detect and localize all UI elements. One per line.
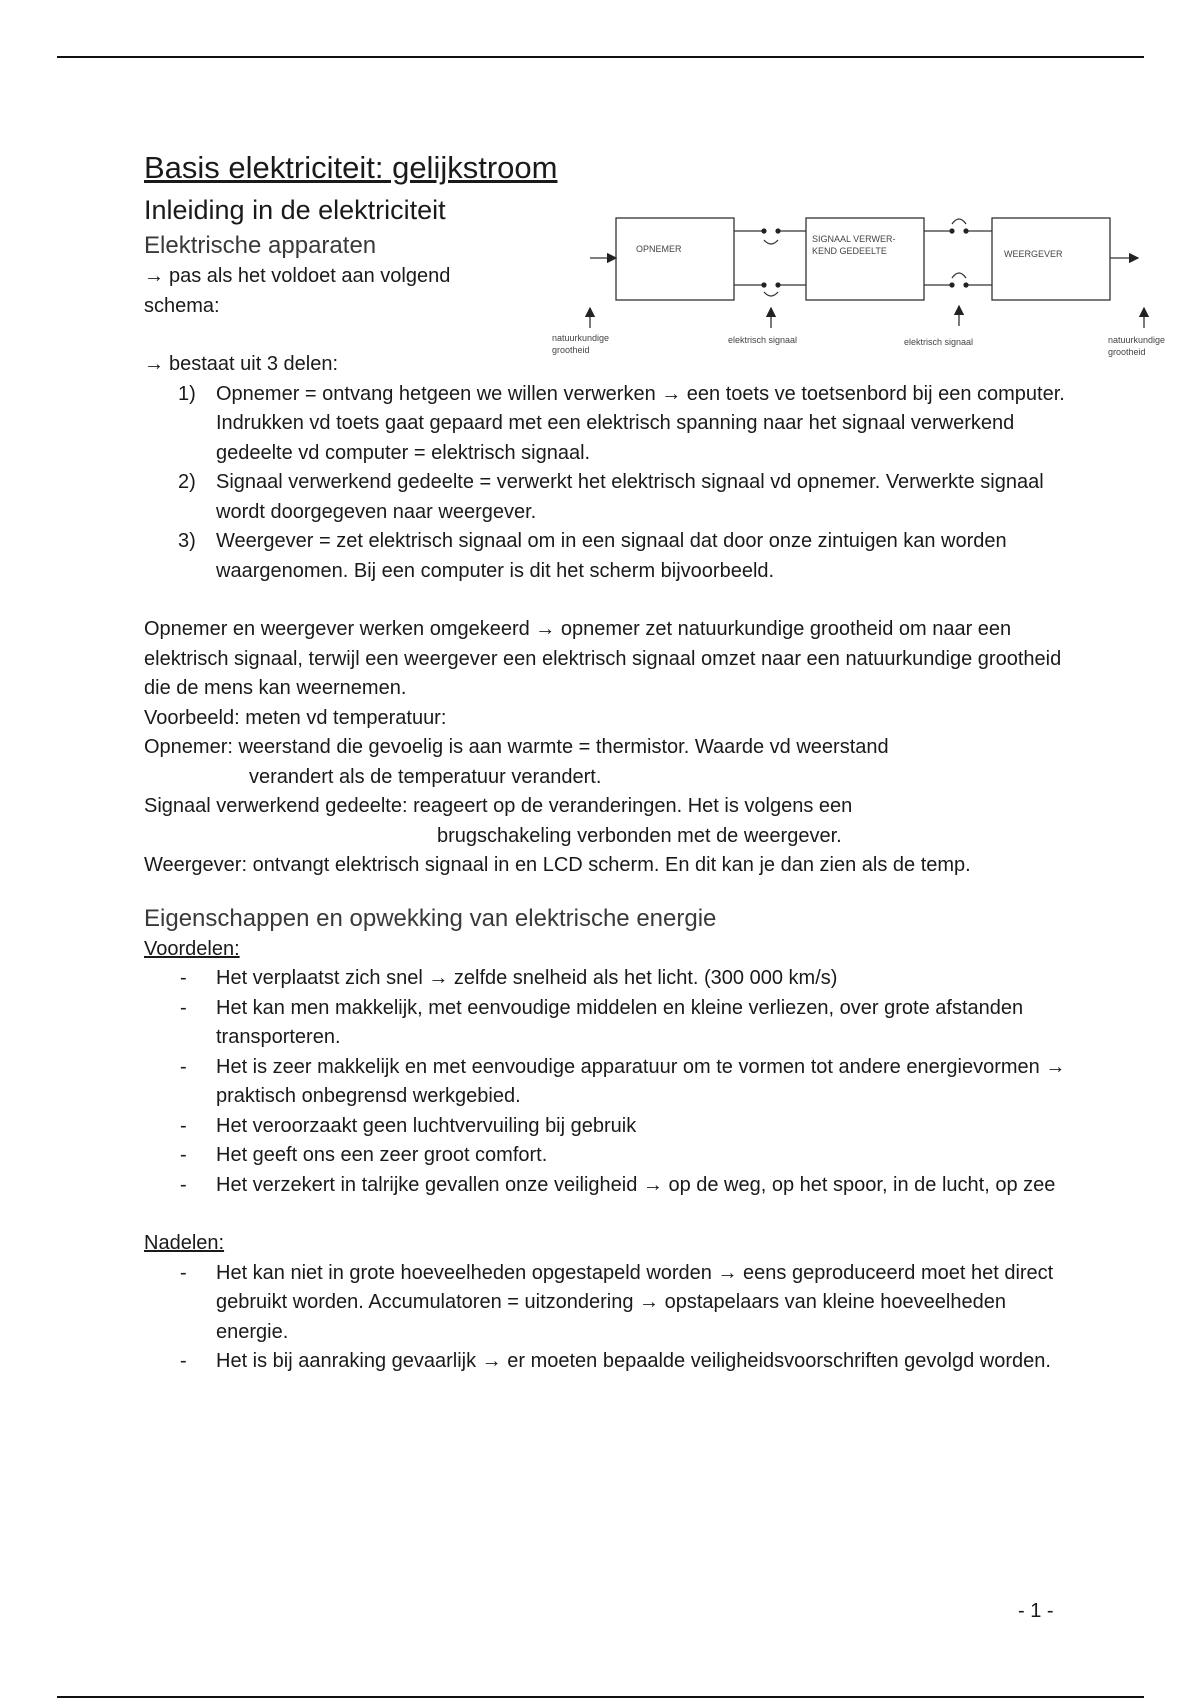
pros-list <box>144 964 1074 1200</box>
output-quantity-label-1: natuurkundige <box>1108 335 1166 345</box>
list-item <box>180 1347 1074 1377</box>
switch-icon <box>764 292 778 296</box>
signaal-label-2: KEND GEDEELTE <box>812 246 887 256</box>
section-heading: Inleiding in de elektriciteit <box>144 195 446 225</box>
list-number: 1) <box>178 382 196 405</box>
dash-bullet: - <box>180 1144 187 1166</box>
signal-label-1: elektrisch signaal <box>728 335 798 345</box>
input-quantity-label-2: grootheid <box>552 345 590 355</box>
dash-bullet: - <box>180 1350 187 1372</box>
example-opnemer: Opnemer: weerstand die gevoelig is aan warmte = thermistor. Waarde vd weerstand <box>144 736 889 758</box>
dash-bullet: - <box>180 1114 187 1137</box>
weergever-label: WEERGEVER <box>1004 249 1063 259</box>
subsection-heading-apparaten: Elektrische apparaten <box>144 232 377 259</box>
list-item-text: Signaal verwerkend gedeelte = verwerkt het elektrisch signaal vd opnemer. Verwerkte signaal wordt doorgegeven naar weergever. <box>216 471 1044 523</box>
list-item <box>180 1259 1074 1348</box>
output-quantity-label-2: grootheid <box>1108 347 1146 357</box>
dash-bullet: - <box>180 996 187 1019</box>
arrow-icon: → <box>144 265 164 287</box>
input-quantity-label-1: natuurkundige <box>552 333 610 343</box>
list-item <box>180 1141 1074 1171</box>
list-item-text: Het kan men makkelijk, met eenvoudige middelen en kleine verliezen, over grote afstanden transporteren. <box>216 996 1024 1048</box>
schema-intro <box>144 262 524 321</box>
example-label: Voorbeeld: meten vd temperatuur: <box>144 706 447 729</box>
example-signaal: Signaal verwerkend gedeelte: reageert op de veranderingen. Het is volgens een <box>144 795 853 817</box>
list-item-text: Het is zeer makkelijk en met eenvoudige apparatuur om te vormen tot andere energievormen → praktisch onbegrensd werkgebied. <box>216 1055 1066 1107</box>
signal-label-2: elektrisch signaal <box>904 337 974 347</box>
list-item-text: Het verzekert in talrijke gevallen onze veiligheid → op de weg, op het spoor, in de lucht, op zee <box>216 1173 1056 1196</box>
weergever-box <box>992 218 1110 300</box>
dash-bullet: - <box>180 967 187 989</box>
list-number: 3) <box>178 530 196 552</box>
example-signaal-cont: brugschakeling verbonden met de weergever. <box>437 824 842 847</box>
list-item <box>180 1112 1074 1142</box>
list-number: 2) <box>178 471 196 493</box>
list-item <box>178 380 1074 469</box>
comparison-paragraph: Opnemer en weergever werken omgekeerd → opnemer zet natuurkundige grootheid om naar een elektrisch signaal, terwijl een weergever een elektrisch signaal omzet naar een natuurkundige grootheid die de mens kan weernemen. <box>144 618 1062 699</box>
switch-icon <box>952 219 966 224</box>
list-item <box>180 1053 1074 1112</box>
spacer <box>144 881 1074 903</box>
spacer <box>144 586 1074 615</box>
header-rule <box>57 56 1144 58</box>
opnemer-label: OPNEMER <box>636 244 682 254</box>
pros-label: Voordelen: <box>144 937 240 960</box>
list-item <box>180 994 1074 1053</box>
list-item-text: Het kan niet in grote hoeveelheden opgestapeld worden → eens geproduceerd moet het direct gebruikt worden. Accumulatoren = uitzondering → opstapelaars van kleine hoeveelheden energie. <box>216 1261 1054 1343</box>
list-item <box>178 527 1074 586</box>
page-number: - 1 - <box>1018 1600 1054 1622</box>
signaal-box <box>806 218 924 300</box>
list-item-text: Het geeft ons een zeer groot comfort. <box>216 1144 548 1166</box>
example-opnemer-cont: verandert als de temperatuur verandert. <box>249 765 602 788</box>
dash-bullet: - <box>180 1173 187 1196</box>
list-item-text: Het is bij aanraking gevaarlijk → er moeten bepaalde veiligheidsvoorschriften gevolgd worden. <box>216 1350 1051 1372</box>
list-item-text: Opnemer = ontvang hetgeen we willen verwerken → een toets ve toetsenbord bij een computer. Indrukken vd toets gaat gepaard met een elektrisch spanning naar het signaal verwerkend gedeelte vd computer = elektrisch signaal. <box>216 382 1065 464</box>
parts-list <box>144 380 1074 587</box>
footer-rule <box>57 1696 1144 1698</box>
spacer <box>144 1200 1074 1229</box>
switch-icon <box>764 240 778 244</box>
signaal-label-1: SIGNAAL VERWER- <box>812 234 896 244</box>
list-item-text: Het veroorzaakt geen luchtvervuiling bij gebruik <box>216 1114 637 1137</box>
subsection-heading-eigenschappen: Eigenschappen en opwekking van elektrische energie <box>144 904 717 932</box>
dash-bullet: - <box>180 1055 187 1078</box>
cons-label: Nadelen: <box>144 1232 225 1254</box>
switch-icon <box>952 273 966 278</box>
arrow-icon: → <box>144 353 164 375</box>
block-diagram <box>548 198 1178 368</box>
schema-intro-text: pas als het voldoet aan volgend schema: <box>144 265 451 317</box>
example-weergever: Weergever: ontvangt elektrisch signaal in en LCD scherm. En dit kan je dan zien als de temp. <box>144 854 971 876</box>
cons-list <box>144 1259 1074 1377</box>
document-title: Basis elektriciteit: gelijkstroom <box>144 150 558 185</box>
list-item-text: Weergever = zet elektrisch signaal om in een signaal dat door onze zintuigen kan worden waargenomen. Bij een computer is dit het scherm bijvoorbeeld. <box>216 530 1007 582</box>
list-item-text: Het verplaatst zich snel → zelfde snelheid als het licht. (300 000 km/s) <box>216 967 838 989</box>
list-item <box>180 964 1074 994</box>
opnemer-box <box>616 218 734 300</box>
list-item <box>180 1171 1074 1201</box>
parts-intro-text: bestaat uit 3 delen: <box>169 353 339 375</box>
dash-bullet: - <box>180 1261 187 1284</box>
list-item <box>178 468 1074 527</box>
